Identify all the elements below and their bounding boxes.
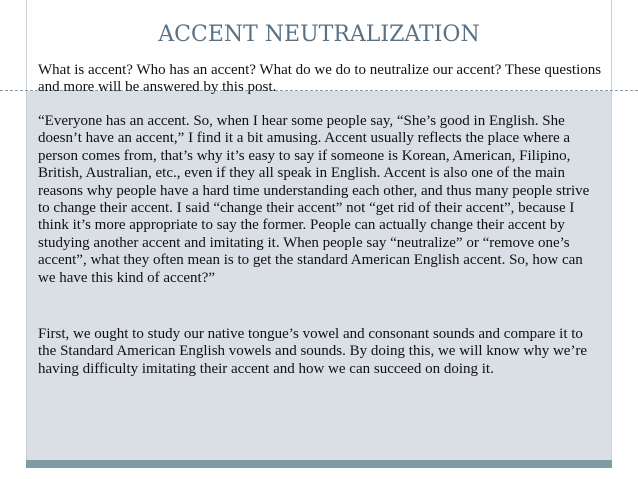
right-border-line (611, 0, 612, 460)
left-border-line (26, 0, 27, 460)
body-paragraph-2: First, we ought to study our native tongue’s vowel and consonant sounds and compare it to the Standard American English vowels and sounds. By doing this, we will know why we’re having difficulty imitating their accent and how we can succeed on doing it. (38, 326, 588, 377)
intro-text: What is accent? Who has an accent? What do we do to neutralize our accent? These questions and more will be answered by this post. (38, 62, 602, 96)
body-paragraph-1: “Everyone has an accent. So, when I hear some people say, “She’s good in English. She doesn’t have an accent,” I find it a bit amusing. Accent usually reflects the place where a person comes from, that’s why it’s easy to say if someone is Korean, American, Filipino, British, Australian, etc., even if they all speak in English. Accent is also one of the main reasons why people have a hard time understanding each other, and thus many people strive to change their accent. I said “change their accent” not “get rid of their accent”, because I think it’s more appropriate to say the former. People can actually change their accent by studying another accent and imitating it. When people say “neutralize” or “remove one’s accent”, what they often mean is to get the standard American English accent. So, how can we have this kind of accent?” (38, 113, 590, 286)
footer-band (26, 460, 612, 468)
footer-bar (0, 460, 638, 479)
slide-title: ACCENT NEUTRALIZATION (158, 22, 480, 47)
